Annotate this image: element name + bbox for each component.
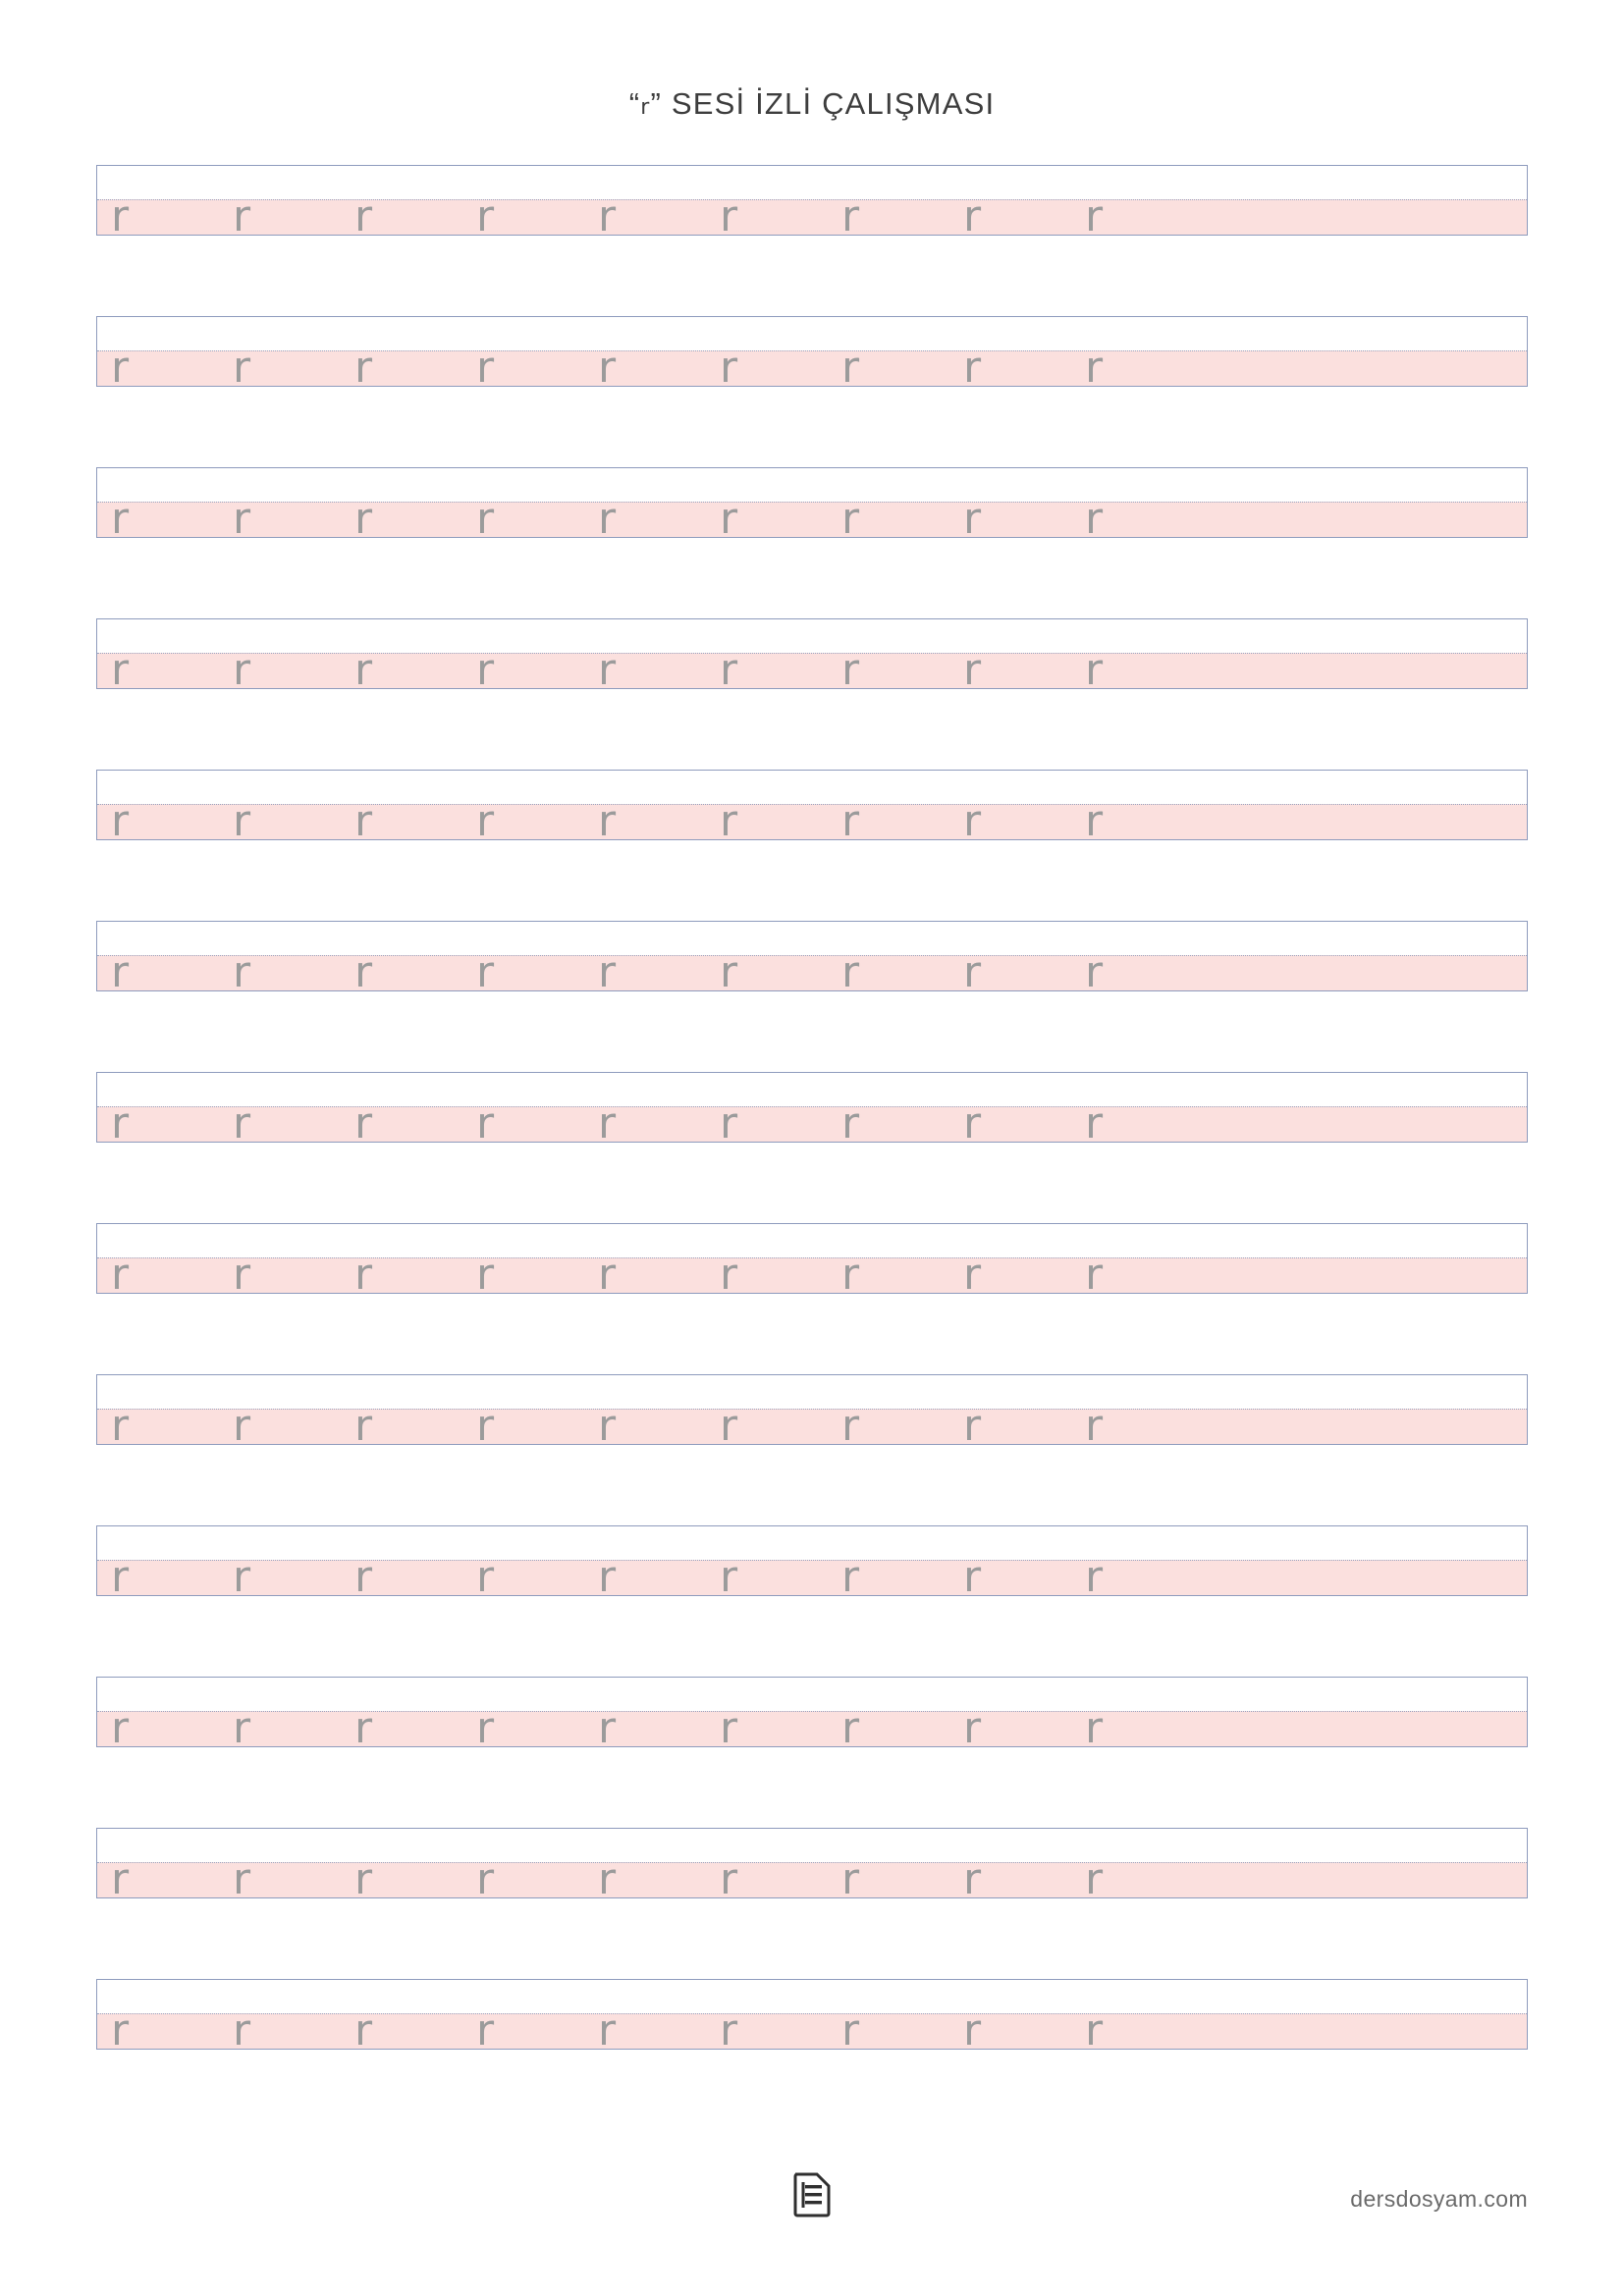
- tracing-letter: r: [354, 1401, 373, 1451]
- row-glyph-track: [97, 1829, 1527, 1904]
- tracing-letter: r: [476, 1854, 495, 1904]
- tracing-letter: r: [963, 191, 982, 241]
- tracing-cell: [714, 769, 836, 846]
- tracing-letter: r: [354, 645, 373, 695]
- tracing-cell: [227, 1978, 349, 2056]
- row-glyph-track: [97, 1073, 1527, 1148]
- row-glyph-track: [97, 1980, 1527, 2056]
- tracing-cell: [592, 920, 714, 997]
- tracing-letter: r: [233, 1250, 251, 1300]
- tracing-letter: r: [111, 2005, 130, 2056]
- tracing-cell: [1079, 769, 1201, 846]
- tracing-letter: r: [476, 1098, 495, 1148]
- tracing-cell: [349, 164, 470, 241]
- tracing-letter: r: [963, 1401, 982, 1451]
- tracing-cell: [1079, 617, 1201, 695]
- tracing-letter: r: [354, 1703, 373, 1753]
- tracing-letter: r: [233, 494, 251, 544]
- tracing-cell: [957, 164, 1079, 241]
- tracing-letter: r: [233, 1703, 251, 1753]
- tracing-cell: [1079, 315, 1201, 393]
- tracing-cell: [836, 1222, 957, 1300]
- tracing-cell: [714, 1071, 836, 1148]
- tracing-cell: [592, 1524, 714, 1602]
- tracing-letter: r: [354, 2005, 373, 2056]
- tracing-letter: r: [111, 191, 130, 241]
- tracing-letter: r: [476, 343, 495, 393]
- tracing-cell: [714, 466, 836, 544]
- tracing-letter: r: [354, 343, 373, 393]
- tracing-cell: [957, 1676, 1079, 1753]
- tracing-cell: [227, 1827, 349, 1904]
- tracing-letter: r: [963, 1250, 982, 1300]
- row-glyph-track: [97, 1678, 1527, 1753]
- tracing-letter: r: [598, 947, 617, 997]
- tracing-cell: [957, 1524, 1079, 1602]
- tracing-cell: [349, 1071, 470, 1148]
- tracing-cell: [836, 769, 957, 846]
- tracing-letter: r: [720, 796, 738, 846]
- tracing-letter: r: [111, 1401, 130, 1451]
- practice-row: [96, 618, 1528, 695]
- tracing-letter: r: [598, 1552, 617, 1602]
- tracing-letter: r: [476, 645, 495, 695]
- tracing-cell: [349, 315, 470, 393]
- tracing-cell: [349, 1524, 470, 1602]
- tracing-cell: [227, 164, 349, 241]
- tracing-letter: r: [841, 1098, 860, 1148]
- tracing-cell: [1079, 1373, 1201, 1451]
- tracing-letter: r: [1085, 796, 1104, 846]
- tracing-cell: [1079, 1524, 1201, 1602]
- tracing-letter: r: [963, 947, 982, 997]
- tracing-letter: r: [841, 1250, 860, 1300]
- row-glyph-track: [97, 1224, 1527, 1300]
- title-letter: r: [640, 95, 651, 120]
- tracing-letter: r: [963, 1854, 982, 1904]
- page-footer: [0, 2172, 1624, 2231]
- tracing-cell: [592, 1676, 714, 1753]
- tracing-letter: r: [233, 191, 251, 241]
- tracing-cell: [105, 1222, 227, 1300]
- tracing-cell: [105, 1524, 227, 1602]
- tracing-letter: r: [476, 1552, 495, 1602]
- tracing-letter: r: [476, 796, 495, 846]
- tracing-cell: [592, 1071, 714, 1148]
- tracing-cell: [470, 920, 592, 997]
- website-label: dersdosyam.com: [1350, 2186, 1528, 2212]
- tracing-cell: [836, 1373, 957, 1451]
- tracing-cell: [470, 1071, 592, 1148]
- practice-row: [96, 1072, 1528, 1148]
- tracing-letter: r: [233, 2005, 251, 2056]
- tracing-cell: [470, 315, 592, 393]
- tracing-letter: r: [841, 1552, 860, 1602]
- tracing-letter: r: [963, 1552, 982, 1602]
- tracing-cell: [470, 1222, 592, 1300]
- tracing-cell: [470, 769, 592, 846]
- tracing-letter: r: [354, 494, 373, 544]
- tracing-letter: r: [720, 1703, 738, 1753]
- tracing-cell: [714, 920, 836, 997]
- tracing-letter: r: [233, 1854, 251, 1904]
- tracing-letter: r: [963, 1703, 982, 1753]
- tracing-letter: r: [841, 191, 860, 241]
- tracing-cell: [592, 1978, 714, 2056]
- tracing-cell: [470, 1373, 592, 1451]
- tracing-letter: r: [1085, 343, 1104, 393]
- tracing-letter: r: [476, 1401, 495, 1451]
- practice-row: [96, 921, 1528, 997]
- practice-row: [96, 1374, 1528, 1451]
- tracing-letter: r: [476, 2005, 495, 2056]
- tracing-letter: r: [233, 343, 251, 393]
- tracing-letter: r: [233, 1401, 251, 1451]
- title-open-quote: “: [628, 86, 641, 121]
- tracing-letter: r: [111, 1250, 130, 1300]
- tracing-letter: r: [841, 947, 860, 997]
- tracing-letter: r: [598, 343, 617, 393]
- tracing-letter: r: [1085, 1552, 1104, 1602]
- tracing-letter: r: [841, 494, 860, 544]
- tracing-letter: r: [598, 1098, 617, 1148]
- tracing-cell: [470, 1524, 592, 1602]
- practice-row: [96, 1828, 1528, 1904]
- tracing-cell: [714, 1676, 836, 1753]
- tracing-letter: r: [354, 1854, 373, 1904]
- tracing-cell: [957, 466, 1079, 544]
- tracing-letter: r: [841, 1703, 860, 1753]
- tracing-cell: [592, 1827, 714, 1904]
- dersdosyam-logo-icon: [791, 2172, 833, 2217]
- tracing-cell: [957, 769, 1079, 846]
- tracing-letter: r: [598, 645, 617, 695]
- tracing-cell: [592, 617, 714, 695]
- tracing-letter: r: [1085, 947, 1104, 997]
- tracing-letter: r: [841, 796, 860, 846]
- tracing-cell: [470, 1827, 592, 1904]
- tracing-cell: [227, 1222, 349, 1300]
- tracing-cell: [105, 1827, 227, 1904]
- practice-row: [96, 1223, 1528, 1300]
- tracing-cell: [592, 466, 714, 544]
- tracing-letter: r: [963, 494, 982, 544]
- tracing-letter: r: [476, 1250, 495, 1300]
- row-glyph-track: [97, 1375, 1527, 1451]
- tracing-letter: r: [354, 796, 373, 846]
- tracing-letter: r: [598, 494, 617, 544]
- tracing-cell: [714, 1524, 836, 1602]
- tracing-cell: [470, 164, 592, 241]
- tracing-cell: [349, 1222, 470, 1300]
- tracing-letter: r: [1085, 1098, 1104, 1148]
- tracing-letter: r: [476, 1703, 495, 1753]
- tracing-cell: [105, 1676, 227, 1753]
- page-title: [629, 86, 996, 122]
- tracing-letter: r: [1085, 1401, 1104, 1451]
- tracing-letter: r: [111, 1552, 130, 1602]
- tracing-letter: r: [1085, 2005, 1104, 2056]
- tracing-cell: [836, 1978, 957, 2056]
- tracing-cell: [1079, 1222, 1201, 1300]
- tracing-letter: r: [841, 1854, 860, 1904]
- tracing-cell: [1079, 1071, 1201, 1148]
- tracing-letter: r: [233, 1098, 251, 1148]
- tracing-cell: [714, 1373, 836, 1451]
- tracing-cell: [957, 1071, 1079, 1148]
- tracing-cell: [714, 1827, 836, 1904]
- tracing-cell: [349, 769, 470, 846]
- tracing-cell: [714, 1978, 836, 2056]
- tracing-letter: r: [963, 343, 982, 393]
- tracing-letter: r: [233, 947, 251, 997]
- tracing-cell: [957, 617, 1079, 695]
- practice-row: [96, 1979, 1528, 2056]
- tracing-letter: r: [598, 1703, 617, 1753]
- tracing-cell: [1079, 466, 1201, 544]
- tracing-letter: r: [598, 796, 617, 846]
- row-glyph-track: [97, 771, 1527, 846]
- tracing-cell: [714, 164, 836, 241]
- row-glyph-track: [97, 468, 1527, 544]
- row-glyph-track: [97, 166, 1527, 241]
- tracing-cell: [714, 315, 836, 393]
- tracing-cell: [349, 920, 470, 997]
- tracing-letter: r: [598, 1401, 617, 1451]
- tracing-cell: [349, 1676, 470, 1753]
- tracing-letter: r: [111, 796, 130, 846]
- practice-row: [96, 1677, 1528, 1753]
- tracing-cell: [105, 1978, 227, 2056]
- tracing-letter: r: [233, 796, 251, 846]
- practice-row: [96, 165, 1528, 241]
- tracing-letter: r: [1085, 1854, 1104, 1904]
- tracing-cell: [105, 1373, 227, 1451]
- tracing-cell: [957, 1978, 1079, 2056]
- tracing-letter: r: [720, 645, 738, 695]
- row-glyph-track: [97, 922, 1527, 997]
- tracing-letter: r: [1085, 1703, 1104, 1753]
- tracing-cell: [349, 466, 470, 544]
- tracing-cell: [227, 1071, 349, 1148]
- tracing-letter: r: [598, 1854, 617, 1904]
- tracing-letter: r: [720, 947, 738, 997]
- tracing-letter: r: [476, 494, 495, 544]
- tracing-cell: [592, 769, 714, 846]
- tracing-letter: r: [1085, 494, 1104, 544]
- tracing-letter: r: [111, 1703, 130, 1753]
- tracing-letter: r: [720, 1250, 738, 1300]
- tracing-cell: [1079, 1827, 1201, 1904]
- row-glyph-track: [97, 1526, 1527, 1602]
- tracing-letter: r: [354, 1250, 373, 1300]
- tracing-letter: r: [598, 191, 617, 241]
- tracing-cell: [1079, 1676, 1201, 1753]
- tracing-cell: [105, 164, 227, 241]
- tracing-cell: [592, 315, 714, 393]
- row-glyph-track: [97, 317, 1527, 393]
- tracing-cell: [714, 1222, 836, 1300]
- tracing-letter: r: [111, 494, 130, 544]
- tracing-cell: [105, 617, 227, 695]
- tracing-cell: [105, 920, 227, 997]
- practice-row: [96, 316, 1528, 393]
- tracing-letter: r: [1085, 1250, 1104, 1300]
- tracing-letter: r: [720, 2005, 738, 2056]
- tracing-letter: r: [1085, 645, 1104, 695]
- tracing-letter: r: [598, 2005, 617, 2056]
- tracing-cell: [957, 1222, 1079, 1300]
- tracing-letter: r: [111, 1854, 130, 1904]
- tracing-letter: r: [720, 494, 738, 544]
- page-title-wrap: [0, 86, 1624, 122]
- tracing-letter: r: [720, 191, 738, 241]
- tracing-cell: [836, 1676, 957, 1753]
- tracing-letter: r: [233, 1552, 251, 1602]
- tracing-letter: r: [841, 1401, 860, 1451]
- tracing-cell: [957, 1373, 1079, 1451]
- practice-row: [96, 1525, 1528, 1602]
- tracing-cell: [957, 1827, 1079, 1904]
- tracing-cell: [227, 466, 349, 544]
- tracing-letter: r: [720, 343, 738, 393]
- tracing-cell: [227, 1373, 349, 1451]
- tracing-letter: r: [963, 796, 982, 846]
- tracing-cell: [957, 315, 1079, 393]
- tracing-letter: r: [111, 1098, 130, 1148]
- tracing-cell: [836, 1827, 957, 1904]
- tracing-letter: r: [1085, 191, 1104, 241]
- tracing-cell: [349, 1373, 470, 1451]
- practice-row: [96, 770, 1528, 846]
- tracing-cell: [105, 1071, 227, 1148]
- tracing-cell: [227, 315, 349, 393]
- title-suffix: ” SESİ İZLİ ÇALIŞMASI: [650, 86, 996, 121]
- tracing-cell: [836, 617, 957, 695]
- tracing-letter: r: [720, 1552, 738, 1602]
- tracing-cell: [592, 1222, 714, 1300]
- tracing-letter: r: [476, 947, 495, 997]
- tracing-letter: r: [963, 645, 982, 695]
- tracing-letter: r: [963, 1098, 982, 1148]
- tracing-cell: [1079, 1978, 1201, 2056]
- tracing-cell: [470, 466, 592, 544]
- tracing-letter: r: [354, 1552, 373, 1602]
- tracing-cell: [105, 769, 227, 846]
- tracing-cell: [836, 164, 957, 241]
- tracing-cell: [349, 617, 470, 695]
- tracing-cell: [349, 1978, 470, 2056]
- tracing-cell: [227, 769, 349, 846]
- tracing-cell: [105, 315, 227, 393]
- tracing-cell: [836, 1071, 957, 1148]
- tracing-letter: r: [233, 645, 251, 695]
- tracing-cell: [227, 1676, 349, 1753]
- tracing-letter: r: [476, 191, 495, 241]
- tracing-cell: [836, 1524, 957, 1602]
- tracing-cell: [592, 1373, 714, 1451]
- tracing-letter: r: [111, 947, 130, 997]
- tracing-letter: r: [841, 2005, 860, 2056]
- tracing-cell: [227, 617, 349, 695]
- row-glyph-track: [97, 619, 1527, 695]
- tracing-cell: [470, 1978, 592, 2056]
- tracing-letter: r: [720, 1854, 738, 1904]
- practice-row: [96, 467, 1528, 544]
- tracing-cell: [1079, 164, 1201, 241]
- tracing-cell: [470, 617, 592, 695]
- tracing-letter: r: [354, 191, 373, 241]
- tracing-letter: r: [963, 2005, 982, 2056]
- tracing-cell: [957, 920, 1079, 997]
- tracing-cell: [714, 617, 836, 695]
- tracing-letter: r: [111, 645, 130, 695]
- tracing-letter: r: [598, 1250, 617, 1300]
- tracing-cell: [1079, 920, 1201, 997]
- tracing-letter: r: [111, 343, 130, 393]
- tracing-cell: [227, 1524, 349, 1602]
- tracing-cell: [349, 1827, 470, 1904]
- tracing-cell: [592, 164, 714, 241]
- practice-rows: [96, 165, 1528, 2130]
- tracing-cell: [836, 920, 957, 997]
- tracing-cell: [836, 315, 957, 393]
- tracing-cell: [227, 920, 349, 997]
- tracing-letter: r: [354, 947, 373, 997]
- tracing-letter: r: [720, 1401, 738, 1451]
- tracing-letter: r: [841, 645, 860, 695]
- tracing-letter: r: [841, 343, 860, 393]
- tracing-letter: r: [720, 1098, 738, 1148]
- tracing-cell: [470, 1676, 592, 1753]
- tracing-cell: [836, 466, 957, 544]
- tracing-letter: r: [354, 1098, 373, 1148]
- tracing-cell: [105, 466, 227, 544]
